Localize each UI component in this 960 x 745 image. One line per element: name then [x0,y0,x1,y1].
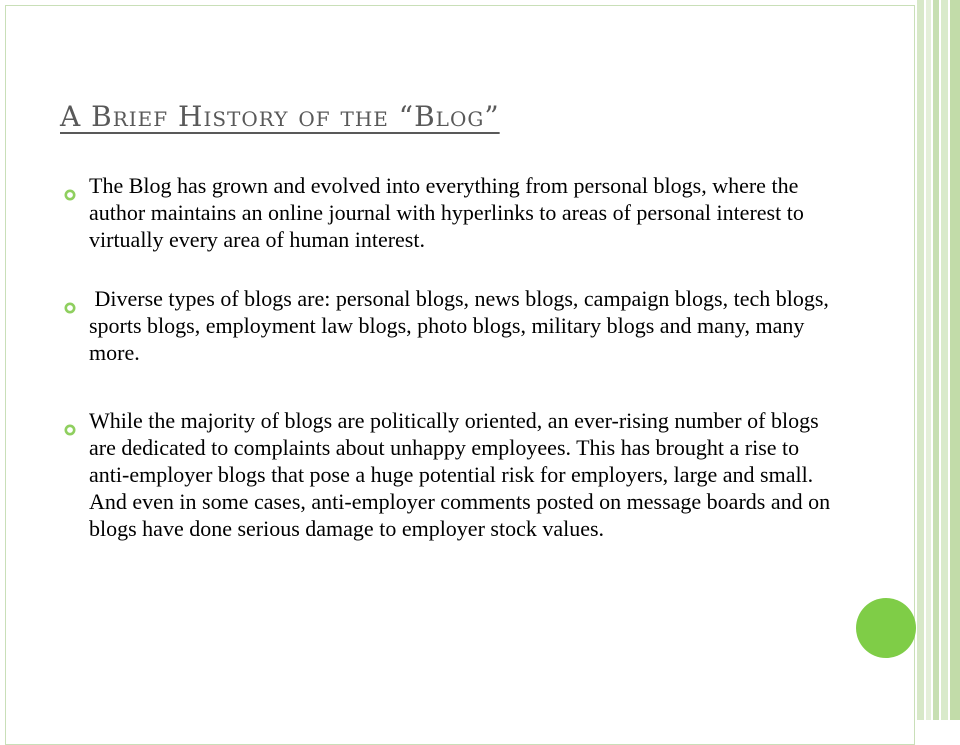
decorative-side-band [950,0,960,720]
bullet-item [64,285,834,366]
bullet-text: Diverse types of blogs are: personal blogs, news blogs, campaign blogs, tech blogs, sports blogs, employment law blogs, photo blogs, military blogs and many, many more. [89,286,829,365]
decorative-side-band [917,0,924,720]
decorative-side-band [926,0,931,720]
bullet-list [64,172,834,542]
ring-bullet-icon [64,293,76,305]
bullet-text: While the majority of blogs are politically oriented, an ever-rising number of blogs are dedicated to complaints about unhappy employees. This has brought a rise to anti-employer blogs that pose a huge potential risk for employers, large and small. And even in some cases, anti-employer comments posted on message boards and on blogs have done serious damage to employer stock values. [89,408,831,541]
bullet-item [64,172,834,253]
bullet-item [64,407,834,542]
ring-bullet-icon [64,415,76,427]
green-circle-decoration [856,598,916,658]
ring-bullet-icon [64,180,76,192]
bullet-text: The Blog has grown and evolved into everything from personal blogs, where the author maintains an online journal with hyperlinks to areas of personal interest to virtually every area of human interest. [89,173,804,252]
decorative-side-band [941,0,948,720]
decorative-side-band [933,0,939,720]
slide-title: A Brief History of the “Blog” [60,100,500,133]
